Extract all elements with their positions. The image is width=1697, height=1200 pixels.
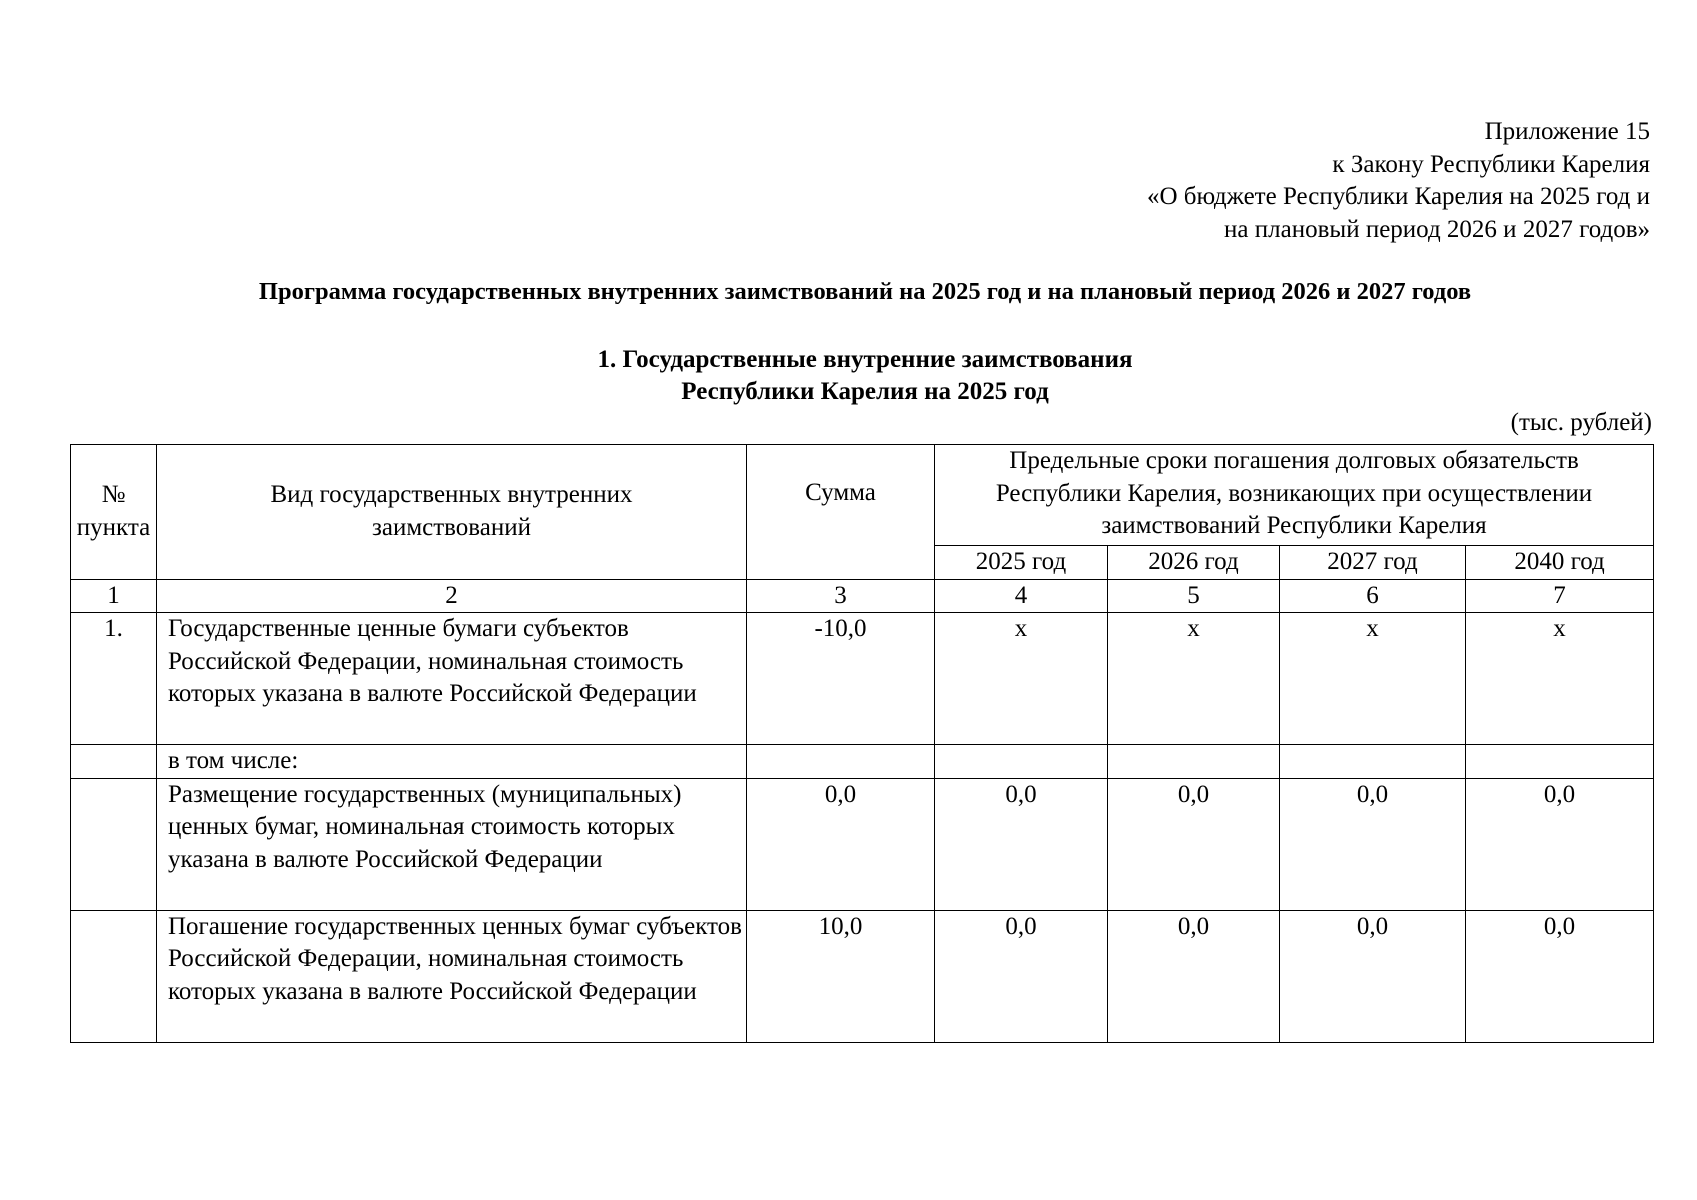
header-terms: Предельные сроки погашения долговых обязательств Республики Карелия, возникающих при осуществлении заимствований Республики Карелия xyxy=(935,445,1654,546)
header-year-2026: 2026 год xyxy=(1108,546,1280,580)
row-type: Государственные ценные бумаги субъектов Российской Федерации, номинальная стоимость которых указана в валюте Российской Федерации xyxy=(157,613,747,745)
column-number: 2 xyxy=(157,579,747,613)
row-sum xyxy=(747,745,935,779)
row-term-2027 xyxy=(1280,745,1466,779)
row-term-2025 xyxy=(935,745,1108,779)
appendix-line: «О бюджете Республики Карелия на 2025 год и xyxy=(1146,183,1650,210)
row-type: Размещение государственных (муниципальных) ценных бумаг, номинальная стоимость которых указана в валюте Российской Федерации xyxy=(157,778,747,910)
table-row xyxy=(71,778,1654,910)
column-number: 1 xyxy=(71,579,157,613)
header-type: Вид государственных внутренних заимствований xyxy=(157,445,747,580)
borrowings-table xyxy=(70,444,1654,1043)
row-term-2040 xyxy=(1466,745,1654,779)
column-number: 5 xyxy=(1108,579,1280,613)
header-year-2040: 2040 год xyxy=(1466,546,1654,580)
row-number xyxy=(71,910,157,1042)
section-title xyxy=(0,344,1697,408)
column-numbers-row xyxy=(71,579,1654,613)
row-sum: -10,0 xyxy=(747,613,935,745)
row-term-2040: х xyxy=(1466,613,1654,745)
column-number: 4 xyxy=(935,579,1108,613)
table-row xyxy=(71,613,1654,745)
column-number: 7 xyxy=(1466,579,1654,613)
header-number: № пункта xyxy=(71,445,157,580)
section-title-line-1: 1. Государственные внутренние заимствования xyxy=(597,346,1133,373)
units-label: (тыс. рублей) xyxy=(1510,409,1652,436)
appendix-line: на плановый период 2026 и 2027 годов» xyxy=(1224,215,1650,243)
table-row xyxy=(71,745,1654,779)
row-term-2026: 0,0 xyxy=(1108,910,1280,1042)
row-term-2027: х xyxy=(1280,613,1466,745)
header-year-2027: 2027 год xyxy=(1280,546,1466,580)
row-term-2027: 0,0 xyxy=(1280,910,1466,1042)
table-row xyxy=(71,910,1654,1042)
row-term-2025: 0,0 xyxy=(935,778,1108,910)
row-term-2027: 0,0 xyxy=(1280,778,1466,910)
appendix-header xyxy=(1147,116,1650,246)
column-number: 6 xyxy=(1280,579,1466,613)
row-term-2026: х xyxy=(1108,613,1280,745)
appendix-line: к Закону Республики Карелия xyxy=(1332,150,1650,178)
row-term-2025: 0,0 xyxy=(935,910,1108,1042)
section-title-line-2: Республики Карелия на 2025 год xyxy=(681,378,1049,405)
row-term-2040: 0,0 xyxy=(1466,910,1654,1042)
row-number xyxy=(71,778,157,910)
row-type: в том числе: xyxy=(157,745,747,779)
header-year-2025: 2025 год xyxy=(935,546,1108,580)
document-title: Программа государственных внутренних заимствований на 2025 год и на плановый период 2026 и 2027 годов xyxy=(258,278,1472,305)
appendix-line: Приложение 15 xyxy=(1484,118,1650,145)
row-term-2026: 0,0 xyxy=(1108,778,1280,910)
column-number: 3 xyxy=(747,579,935,613)
header-sum: Сумма xyxy=(747,445,935,580)
row-sum: 0,0 xyxy=(747,778,935,910)
row-term-2040: 0,0 xyxy=(1466,778,1654,910)
row-term-2025: х xyxy=(935,613,1108,745)
row-type: Погашение государственных ценных бумаг субъектов Российской Федерации, номинальная стоимость которых указана в валюте Российской Федерации xyxy=(157,910,747,1042)
row-sum: 10,0 xyxy=(747,910,935,1042)
row-number: 1. xyxy=(71,613,157,745)
row-term-2026 xyxy=(1108,745,1280,779)
row-number xyxy=(71,745,157,779)
